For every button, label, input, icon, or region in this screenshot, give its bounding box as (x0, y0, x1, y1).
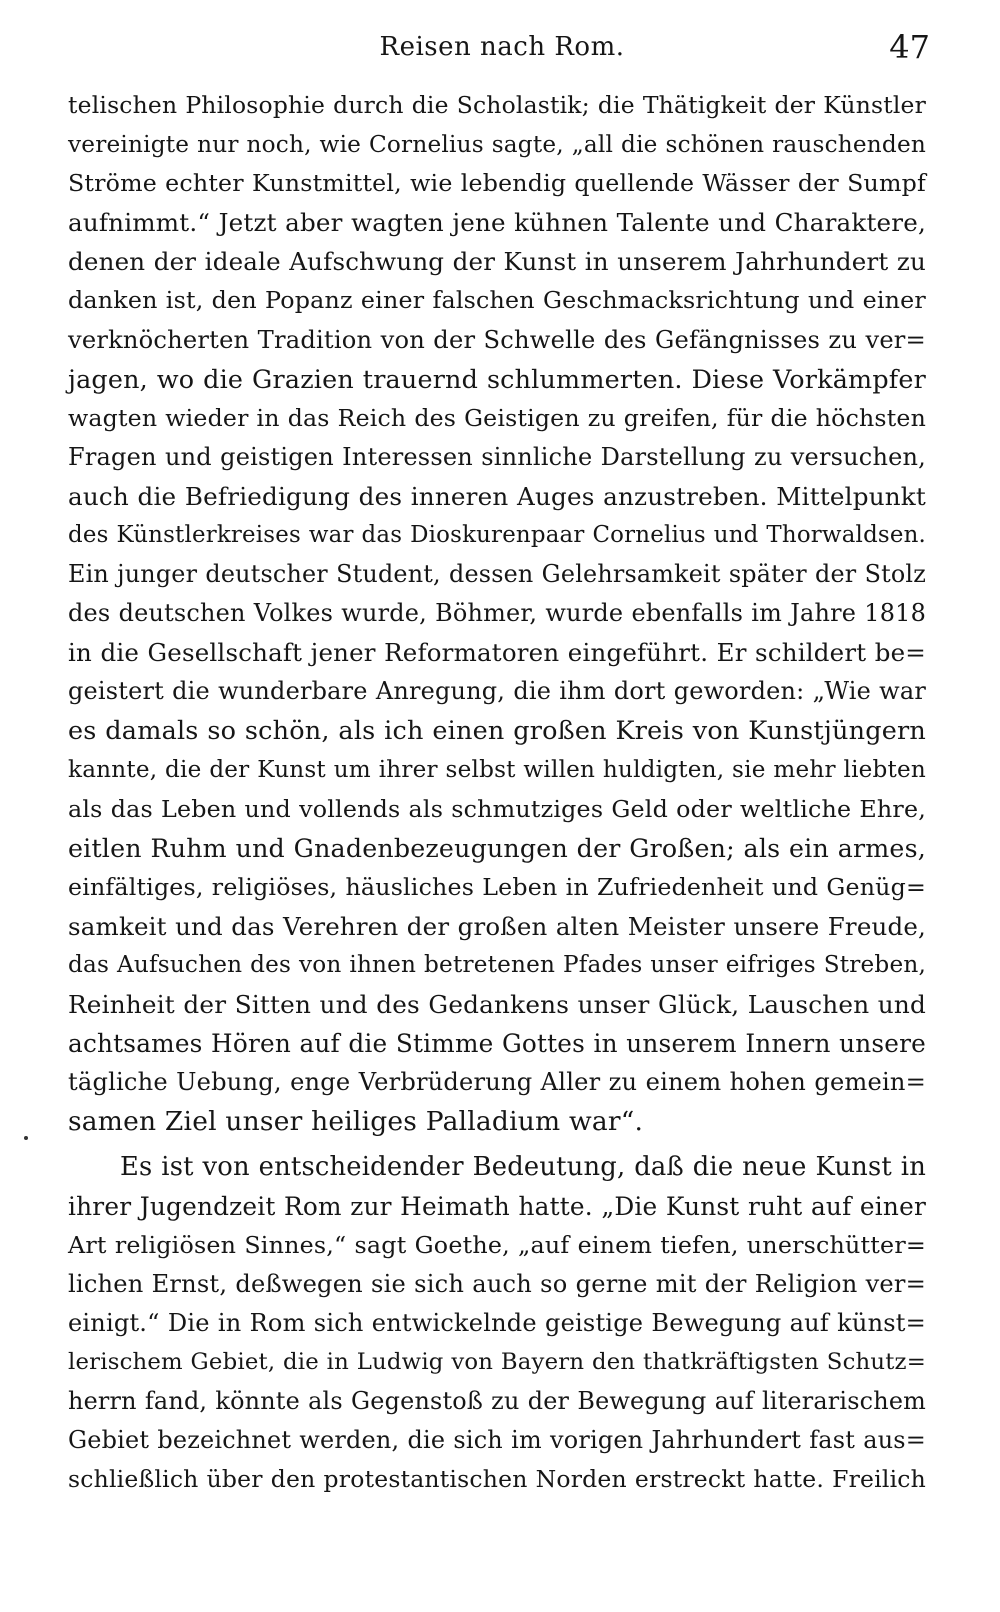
paragraph-1 (68, 86, 926, 1142)
print-speck (24, 1136, 28, 1140)
text-line: auch die Befriedigung des inneren Auges anzustreben. Mittelpunkt (68, 481, 926, 511)
text-line: kannte, die der Kunst um ihrer selbst willen huldigten, sie mehr liebten (68, 756, 926, 783)
text-line: Art religiösen Sinnes,“ sagt Goethe, „auf einem tiefen, unerschütter= (68, 1230, 926, 1259)
text-line: eitlen Ruhm und Gnadenbezeugungen der Großen; als ein armes, (68, 833, 926, 863)
text-line: denen der ideale Aufschwung der Kunst in unserem Jahrhundert zu (68, 247, 926, 277)
text-line: jagen, wo die Grazien trauernd schlummerten. Diese Vorkämpfer (68, 363, 926, 394)
text-line: ihrer Jugendzeit Rom zur Heimath hatte. „Die Kunst ruht auf einer (68, 1191, 926, 1221)
text-line: verknöcherten Tradition von der Schwelle des Gefängnisses zu ver= (68, 325, 926, 354)
paragraph-2 (68, 1148, 926, 1500)
running-title: Reisen nach Rom. (379, 32, 625, 62)
page-number: 47 (889, 28, 930, 66)
text-line: lichen Ernst, deßwegen sie sich auch so gerne mit der Religion ver= (68, 1269, 926, 1298)
text-line: wagten wieder in das Reich des Geistigen zu greifen, für die höchsten (68, 403, 926, 432)
text-line: telischen Philosophie durch die Scholastik; die Thätigkeit der Künstler (68, 91, 926, 119)
text-line: lerischem Gebiet, die in Ludwig von Bayern den thatkräftigsten Schutz= (68, 1349, 926, 1375)
text-line: des Künstlerkreises war das Dioskurenpaar Cornelius und Thorwaldsen. (68, 522, 926, 549)
text-line: achtsames Hören auf die Stimme Gottes in unserem Innern unsere (68, 1029, 926, 1059)
text-line: geistert die wunderbare Anregung, die ihm dort geworden: „Wie war (68, 677, 926, 706)
text-line: in die Gesellschaft jener Reformatoren eingeführt. Er schildert be= (68, 638, 926, 668)
text-line: samen Ziel unser heiliges Palladium war“. (68, 1106, 644, 1138)
running-head (68, 28, 936, 72)
text-line: vereinigte nur noch, wie Cornelius sagte, „all die schönen rauschenden (68, 131, 926, 159)
body-text (68, 86, 926, 1499)
text-line: herrn fand, könnte als Gegenstoß zu der Bewegung auf literarischem (68, 1387, 926, 1416)
text-line: samkeit und das Verehren der großen alten Meister unsere Freude, (68, 911, 926, 941)
text-line: aufnimmt.“ Jetzt aber wagten jene kühnen Talente und Charaktere, (68, 208, 926, 238)
text-line: es damals so schön, als ich einen großen Kreis von Kunstjüngern (68, 715, 926, 746)
text-line: einfältiges, religiöses, häusliches Leben in Zufriedenheit und Genüg= (68, 872, 926, 901)
text-line: das Aufsuchen des von ihnen betretenen Pfades unser eifriges Streben, (68, 952, 926, 979)
text-line: Gebiet bezeichnet werden, die sich im vorigen Jahrhundert fast aus= (68, 1426, 926, 1455)
text-line: Es ist von entscheidender Bedeutung, daß die neue Kunst in (120, 1151, 926, 1182)
text-line: Ein junger deutscher Student, dessen Gelehrsamkeit später der Stolz (68, 560, 926, 589)
text-line: Fragen und geistigen Interessen sinnliche Darstellung zu versuchen, (68, 442, 926, 471)
text-line: danken ist, den Popanz einer falschen Geschmacksrichtung und einer (68, 286, 926, 315)
text-line: tägliche Uebung, enge Verbrüderung Aller zu einem hohen gemein= (68, 1068, 926, 1097)
text-line: des deutschen Volkes wurde, Böhmer, wurde ebenfalls im Jahre 1818 (68, 599, 926, 628)
text-line: Reinheit der Sitten und des Gedankens unser Glück, Lauschen und (68, 990, 926, 1020)
text-line: schließlich über den protestantischen Norden erstreckt hatte. Freilich (68, 1465, 926, 1494)
text-line: einigt.“ Die in Rom sich entwickelnde geistige Bewegung auf künst= (68, 1308, 926, 1337)
text-line: als das Leben und vollends als schmutziges Geld oder weltliche Ehre, (68, 794, 926, 823)
text-line: Ströme echter Kunstmittel, wie lebendig quellende Wässer der Sumpf (68, 169, 926, 198)
